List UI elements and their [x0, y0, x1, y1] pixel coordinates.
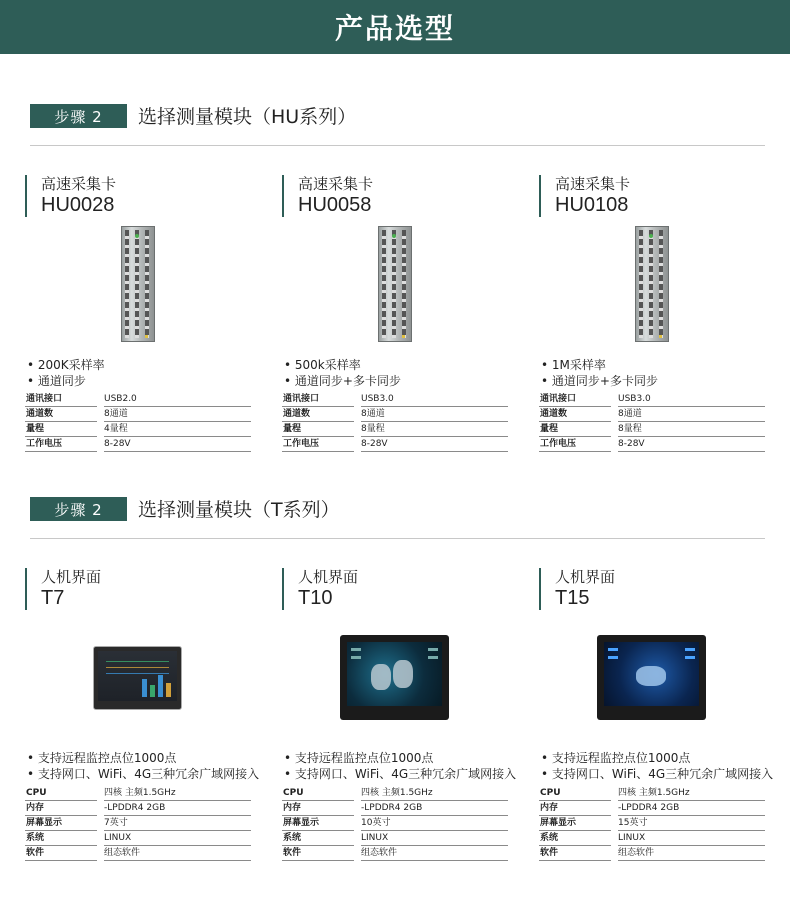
product-card-hu0028[interactable] — [25, 175, 251, 217]
card-model: T10 — [298, 587, 333, 609]
spec-table — [25, 787, 251, 862]
spec-value: USB3.0 — [361, 393, 508, 407]
step-badge: 步骤 2 — [30, 104, 127, 128]
feature-item: • 通道同步+多卡同步 — [541, 374, 658, 388]
card-header — [25, 568, 251, 610]
feature-item: • 1M采样率 — [541, 358, 606, 372]
spec-key: 软件 — [282, 847, 354, 861]
header-banner — [0, 0, 790, 54]
spec-row — [282, 832, 508, 847]
card-model: T15 — [555, 587, 590, 609]
spec-value: 8通道 — [104, 408, 251, 422]
spec-row — [25, 847, 251, 862]
card-category: 高速采集卡 — [555, 175, 631, 193]
spec-key: 内存 — [282, 802, 354, 816]
spec-key: 系统 — [539, 832, 611, 846]
t10-device-image — [340, 635, 449, 720]
spec-key: 系统 — [25, 832, 97, 846]
product-card-hu0108[interactable] — [539, 175, 765, 217]
spec-key: 软件 — [25, 847, 97, 861]
spec-key: 屏幕显示 — [539, 817, 611, 831]
card-category: 人机界面 — [555, 568, 616, 586]
step-title: 选择测量模块（HU系列） — [138, 106, 357, 128]
feature-item: • 支持网口、WiFi、4G三种冗余广域网接入 — [541, 767, 774, 781]
spec-row — [539, 438, 765, 453]
feature-list — [284, 750, 544, 782]
spec-key: 通讯接口 — [282, 393, 354, 407]
spec-row — [25, 787, 251, 802]
spec-key: 量程 — [25, 423, 97, 437]
step-header-t — [30, 497, 765, 539]
spec-value: LINUX — [104, 832, 251, 846]
feature-item: • 支持远程监控点位1000点 — [284, 751, 434, 765]
spec-key: 系统 — [282, 832, 354, 846]
spec-value: 组态软件 — [361, 847, 508, 861]
spec-row — [282, 847, 508, 862]
spec-row — [25, 408, 251, 423]
spec-value: 8-28V — [618, 438, 765, 452]
spec-table — [539, 393, 765, 453]
spec-value: -LPDDR4 2GB — [618, 802, 765, 816]
product-card-t10[interactable] — [282, 568, 508, 610]
spec-table — [25, 393, 251, 453]
spec-key: 工作电压 — [282, 438, 354, 452]
spec-key: CPU — [282, 787, 354, 801]
spec-row — [282, 423, 508, 438]
spec-value: LINUX — [618, 832, 765, 846]
feature-item: • 通道同步+多卡同步 — [284, 374, 401, 388]
card-category: 高速采集卡 — [41, 175, 117, 193]
spec-value: -LPDDR4 2GB — [104, 802, 251, 816]
card-model: HU0028 — [41, 194, 115, 216]
spec-value: 组态软件 — [104, 847, 251, 861]
feature-item: • 支持网口、WiFi、4G三种冗余广域网接入 — [284, 767, 517, 781]
feature-list — [541, 357, 790, 389]
feature-item: • 通道同步 — [27, 374, 86, 388]
spec-row — [282, 787, 508, 802]
spec-table — [539, 787, 765, 862]
feature-item: • 500k采样率 — [284, 358, 361, 372]
spec-row — [25, 423, 251, 438]
spec-value: -LPDDR4 2GB — [361, 802, 508, 816]
spec-key: 通道数 — [539, 408, 611, 422]
spec-row — [539, 802, 765, 817]
feature-item: • 200K采样率 — [27, 358, 105, 372]
product-card-t7[interactable] — [25, 568, 251, 610]
spec-table — [282, 787, 508, 862]
t15-device-image — [597, 635, 706, 720]
step-badge: 步骤 2 — [30, 497, 127, 521]
spec-table — [282, 393, 508, 453]
hu-module-image — [378, 226, 412, 342]
card-header — [539, 568, 765, 610]
spec-row — [539, 787, 765, 802]
spec-row — [282, 408, 508, 423]
spec-value: 4量程 — [104, 423, 251, 437]
feature-list — [27, 750, 287, 782]
spec-key: 量程 — [539, 423, 611, 437]
spec-value: 四核 主频1.5GHz — [104, 787, 251, 801]
spec-value: 四核 主频1.5GHz — [618, 787, 765, 801]
hu-module-image — [635, 226, 669, 342]
card-header — [282, 175, 508, 217]
spec-row — [25, 438, 251, 453]
spec-key: 通讯接口 — [539, 393, 611, 407]
spec-key: 内存 — [25, 802, 97, 816]
spec-key: 软件 — [539, 847, 611, 861]
feature-list — [27, 357, 287, 389]
feature-list — [541, 750, 790, 782]
card-header — [539, 175, 765, 217]
product-card-t15[interactable] — [539, 568, 765, 610]
spec-value: USB3.0 — [618, 393, 765, 407]
spec-key: 通道数 — [282, 408, 354, 422]
card-header — [25, 175, 251, 217]
spec-key: 工作电压 — [25, 438, 97, 452]
spec-row — [25, 393, 251, 408]
spec-key: 内存 — [539, 802, 611, 816]
card-model: HU0108 — [555, 194, 629, 216]
t7-device-image — [93, 646, 182, 710]
feature-item: • 支持远程监控点位1000点 — [541, 751, 691, 765]
card-category: 人机界面 — [298, 568, 359, 586]
page-title: 产品选型 — [334, 12, 455, 45]
spec-value: 8通道 — [618, 408, 765, 422]
spec-value: 四核 主频1.5GHz — [361, 787, 508, 801]
spec-value: 8-28V — [361, 438, 508, 452]
spec-value: USB2.0 — [104, 393, 251, 407]
spec-value: 8量程 — [361, 423, 508, 437]
card-model: T7 — [41, 587, 65, 609]
step-header-hu — [30, 104, 765, 146]
spec-row — [25, 802, 251, 817]
spec-key: 屏幕显示 — [282, 817, 354, 831]
spec-value: 8通道 — [361, 408, 508, 422]
spec-value: 8量程 — [618, 423, 765, 437]
spec-value: 10英寸 — [361, 817, 508, 831]
spec-value: 7英寸 — [104, 817, 251, 831]
spec-row — [282, 802, 508, 817]
spec-value: 8-28V — [104, 438, 251, 452]
spec-value: LINUX — [361, 832, 508, 846]
spec-value: 15英寸 — [618, 817, 765, 831]
spec-row — [282, 438, 508, 453]
spec-row — [539, 408, 765, 423]
spec-row — [282, 817, 508, 832]
feature-item: • 支持远程监控点位1000点 — [27, 751, 177, 765]
card-category: 人机界面 — [41, 568, 102, 586]
spec-row — [25, 832, 251, 847]
feature-list — [284, 357, 544, 389]
spec-key: 屏幕显示 — [25, 817, 97, 831]
step-title: 选择测量模块（T系列） — [138, 499, 340, 521]
spec-row — [282, 393, 508, 408]
card-category: 高速采集卡 — [298, 175, 374, 193]
spec-key: 工作电压 — [539, 438, 611, 452]
spec-row — [539, 393, 765, 408]
spec-row — [539, 847, 765, 862]
spec-row — [539, 832, 765, 847]
spec-key: CPU — [25, 787, 97, 801]
hu-module-image — [121, 226, 155, 342]
card-model: HU0058 — [298, 194, 372, 216]
spec-key: 通道数 — [25, 408, 97, 422]
spec-key: 量程 — [282, 423, 354, 437]
spec-key: 通讯接口 — [25, 393, 97, 407]
feature-item: • 支持网口、WiFi、4G三种冗余广域网接入 — [27, 767, 260, 781]
spec-row — [539, 817, 765, 832]
product-card-hu0058[interactable] — [282, 175, 508, 217]
spec-key: CPU — [539, 787, 611, 801]
card-header — [282, 568, 508, 610]
spec-row — [539, 423, 765, 438]
spec-value: 组态软件 — [618, 847, 765, 861]
spec-row — [25, 817, 251, 832]
